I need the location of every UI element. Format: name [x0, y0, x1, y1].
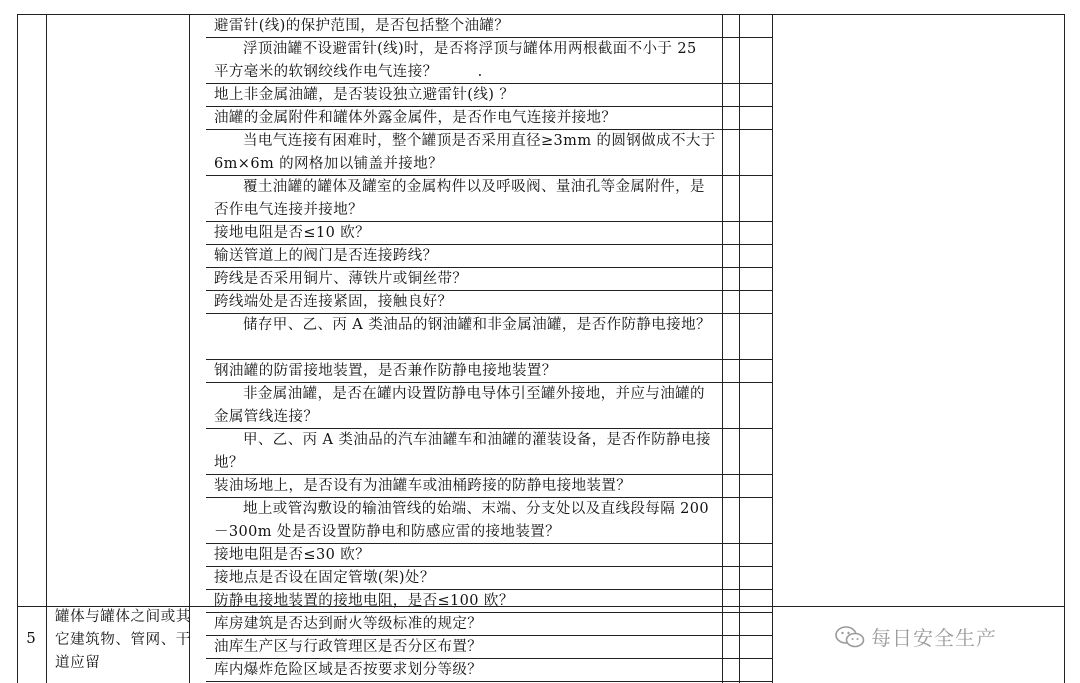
check-cell-yes: [722, 613, 739, 636]
question-row: [206, 222, 722, 245]
col-line-3: [189, 15, 190, 683]
question-text: 跨线是否采用铜片、薄铁片或铜丝带？: [214, 271, 468, 287]
check-cell-no: [739, 314, 772, 360]
question-text: 库内爆炸危险区域是否按要求划分等级？: [214, 662, 483, 678]
check-cell-yes: [722, 659, 739, 682]
wechat-icon: [835, 625, 865, 649]
check-cell-no: [739, 498, 772, 544]
question-row: [206, 38, 722, 84]
check-cell-no: [739, 176, 772, 222]
check-cell-no: [739, 659, 772, 682]
check-cell-no: [739, 268, 772, 291]
watermark-text: 每日安全生产: [871, 626, 997, 650]
question-row: [206, 498, 722, 544]
check-cell-no: [739, 84, 772, 107]
question-text: 输送管道上的阀门是否连接跨线？: [214, 248, 438, 264]
section-name: 罐体与罐体之间或其它建筑物、管网、干道应留: [55, 609, 191, 671]
inspection-table: [17, 14, 1065, 683]
question-text: 非金属油罐，是否在罐内设置防静电导体引至罐外接地，并应与油罐的金属管线连接？: [214, 386, 705, 425]
question-text: 接地点是否设在固定管墩(架)处？: [214, 570, 435, 586]
check-cell-yes: [722, 383, 739, 429]
check-cell-yes: [722, 130, 739, 176]
question-text: 钢油罐的防雷接地装置，是否兼作防静电接地装置？: [214, 363, 557, 379]
check-cell-yes: [722, 475, 739, 498]
check-cell-yes: [722, 429, 739, 475]
question-row: [206, 245, 722, 268]
question-text: 装油场地上，是否设有为油罐车或油桶跨接的防静电接地装置？: [214, 478, 632, 494]
col-line-6: [772, 15, 773, 683]
check-cell-no: [739, 636, 772, 659]
question-row: [206, 613, 722, 636]
check-cell-no: [739, 107, 772, 130]
check-cell-no: [739, 245, 772, 268]
check-cell-no: [739, 567, 772, 590]
check-cell-no: [739, 38, 772, 84]
question-text: 避雷针(线)的保护范围，是否包括整个油罐？: [214, 18, 510, 34]
section-number: 5: [26, 629, 36, 647]
question-row: [206, 176, 722, 222]
question-row: [206, 590, 722, 613]
check-cell-yes: [722, 498, 739, 544]
question-row: [206, 383, 722, 429]
question-row: [206, 130, 722, 176]
question-text: 地上或管沟敷设的输油管线的始端、末端、分支处以及直线段每隔 200－300m 处是否设置防静电和防感应雷的接地装置？: [214, 501, 709, 540]
question-row: [206, 475, 722, 498]
question-text: 甲、乙、丙 A 类油品的汽车油罐车和油罐的灌装设备，是否作防静电接地？: [214, 432, 711, 471]
question-row: [206, 314, 722, 360]
check-cell-yes: [722, 360, 739, 383]
question-row: [206, 429, 722, 475]
check-cell-yes: [722, 567, 739, 590]
col-line-7: [1064, 15, 1065, 683]
check-cell-yes: [722, 636, 739, 659]
question-row: [206, 15, 722, 38]
question-row: [206, 360, 722, 383]
check-cell-no: [739, 613, 772, 636]
check-cell-yes: [722, 544, 739, 567]
question-row: [206, 544, 722, 567]
question-row: [206, 291, 722, 314]
question-row: [206, 567, 722, 590]
question-row: [206, 107, 722, 130]
check-cell-no: [739, 15, 772, 38]
check-cell-yes: [722, 291, 739, 314]
check-cell-yes: [722, 176, 739, 222]
question-text: 储存甲、乙、丙 A 类油品的钢油罐和非金属油罐，是否作防静电接地？: [243, 317, 711, 333]
question-text: 跨线端处是否连接紧固，接触良好？: [214, 294, 453, 310]
check-cell-no: [739, 590, 772, 613]
col-line-2: [46, 15, 47, 683]
check-cell-yes: [722, 590, 739, 613]
check-cell-no: [739, 222, 772, 245]
check-cell-no: [739, 383, 772, 429]
question-text: 接地电阻是否≤10 欧？: [214, 225, 371, 241]
check-cell-yes: [722, 245, 739, 268]
question-row: [206, 84, 722, 107]
question-text: 油罐的金属附件和罐体外露金属件，是否作电气连接并接地？: [214, 110, 617, 126]
question-text: 库房建筑是否达到耐火等级标准的规定？: [214, 616, 483, 632]
check-cell-yes: [722, 107, 739, 130]
question-text: 接地电阻是否≤30 欧？: [214, 547, 371, 563]
check-cell-no: [739, 544, 772, 567]
check-cell-yes: [722, 15, 739, 38]
question-row: [206, 636, 722, 659]
col-line-1: [17, 15, 18, 683]
check-cell-no: [739, 130, 772, 176]
check-cell-yes: [722, 222, 739, 245]
question-row: [206, 268, 722, 291]
check-cell-yes: [722, 268, 739, 291]
check-cell-no: [739, 360, 772, 383]
question-row: [206, 659, 722, 682]
question-text: 油库生产区与行政管理区是否分区布置？: [214, 639, 483, 655]
check-cell-yes: [722, 314, 739, 360]
check-cell-no: [739, 429, 772, 475]
question-text: 防静电接地装置的接地电阻，是否≤100 欧？: [214, 593, 514, 609]
question-text: 覆土油罐的罐体及罐室的金属构件以及呼吸阀、量油孔等金属附件，是否作电气连接并接地？: [214, 179, 705, 218]
check-cell-no: [739, 475, 772, 498]
question-text: 地上非金属油罐，是否装设独立避雷针(线) ？: [214, 87, 515, 103]
question-text: 浮顶油罐不设避雷针(线)时，是否将浮顶与罐体用两根截面不小于 25 平方毫米的软钢绞线作电气连接？ .: [214, 41, 702, 80]
watermark: [835, 622, 997, 651]
check-cell-yes: [722, 84, 739, 107]
check-cell-no: [739, 291, 772, 314]
check-cell-yes: [722, 38, 739, 84]
question-text: 当电气连接有困难时，整个罐顶是否采用直径≥3mm 的圆钢做成不大于 6m×6m 的网格加以铺盖并接地？: [214, 133, 721, 172]
